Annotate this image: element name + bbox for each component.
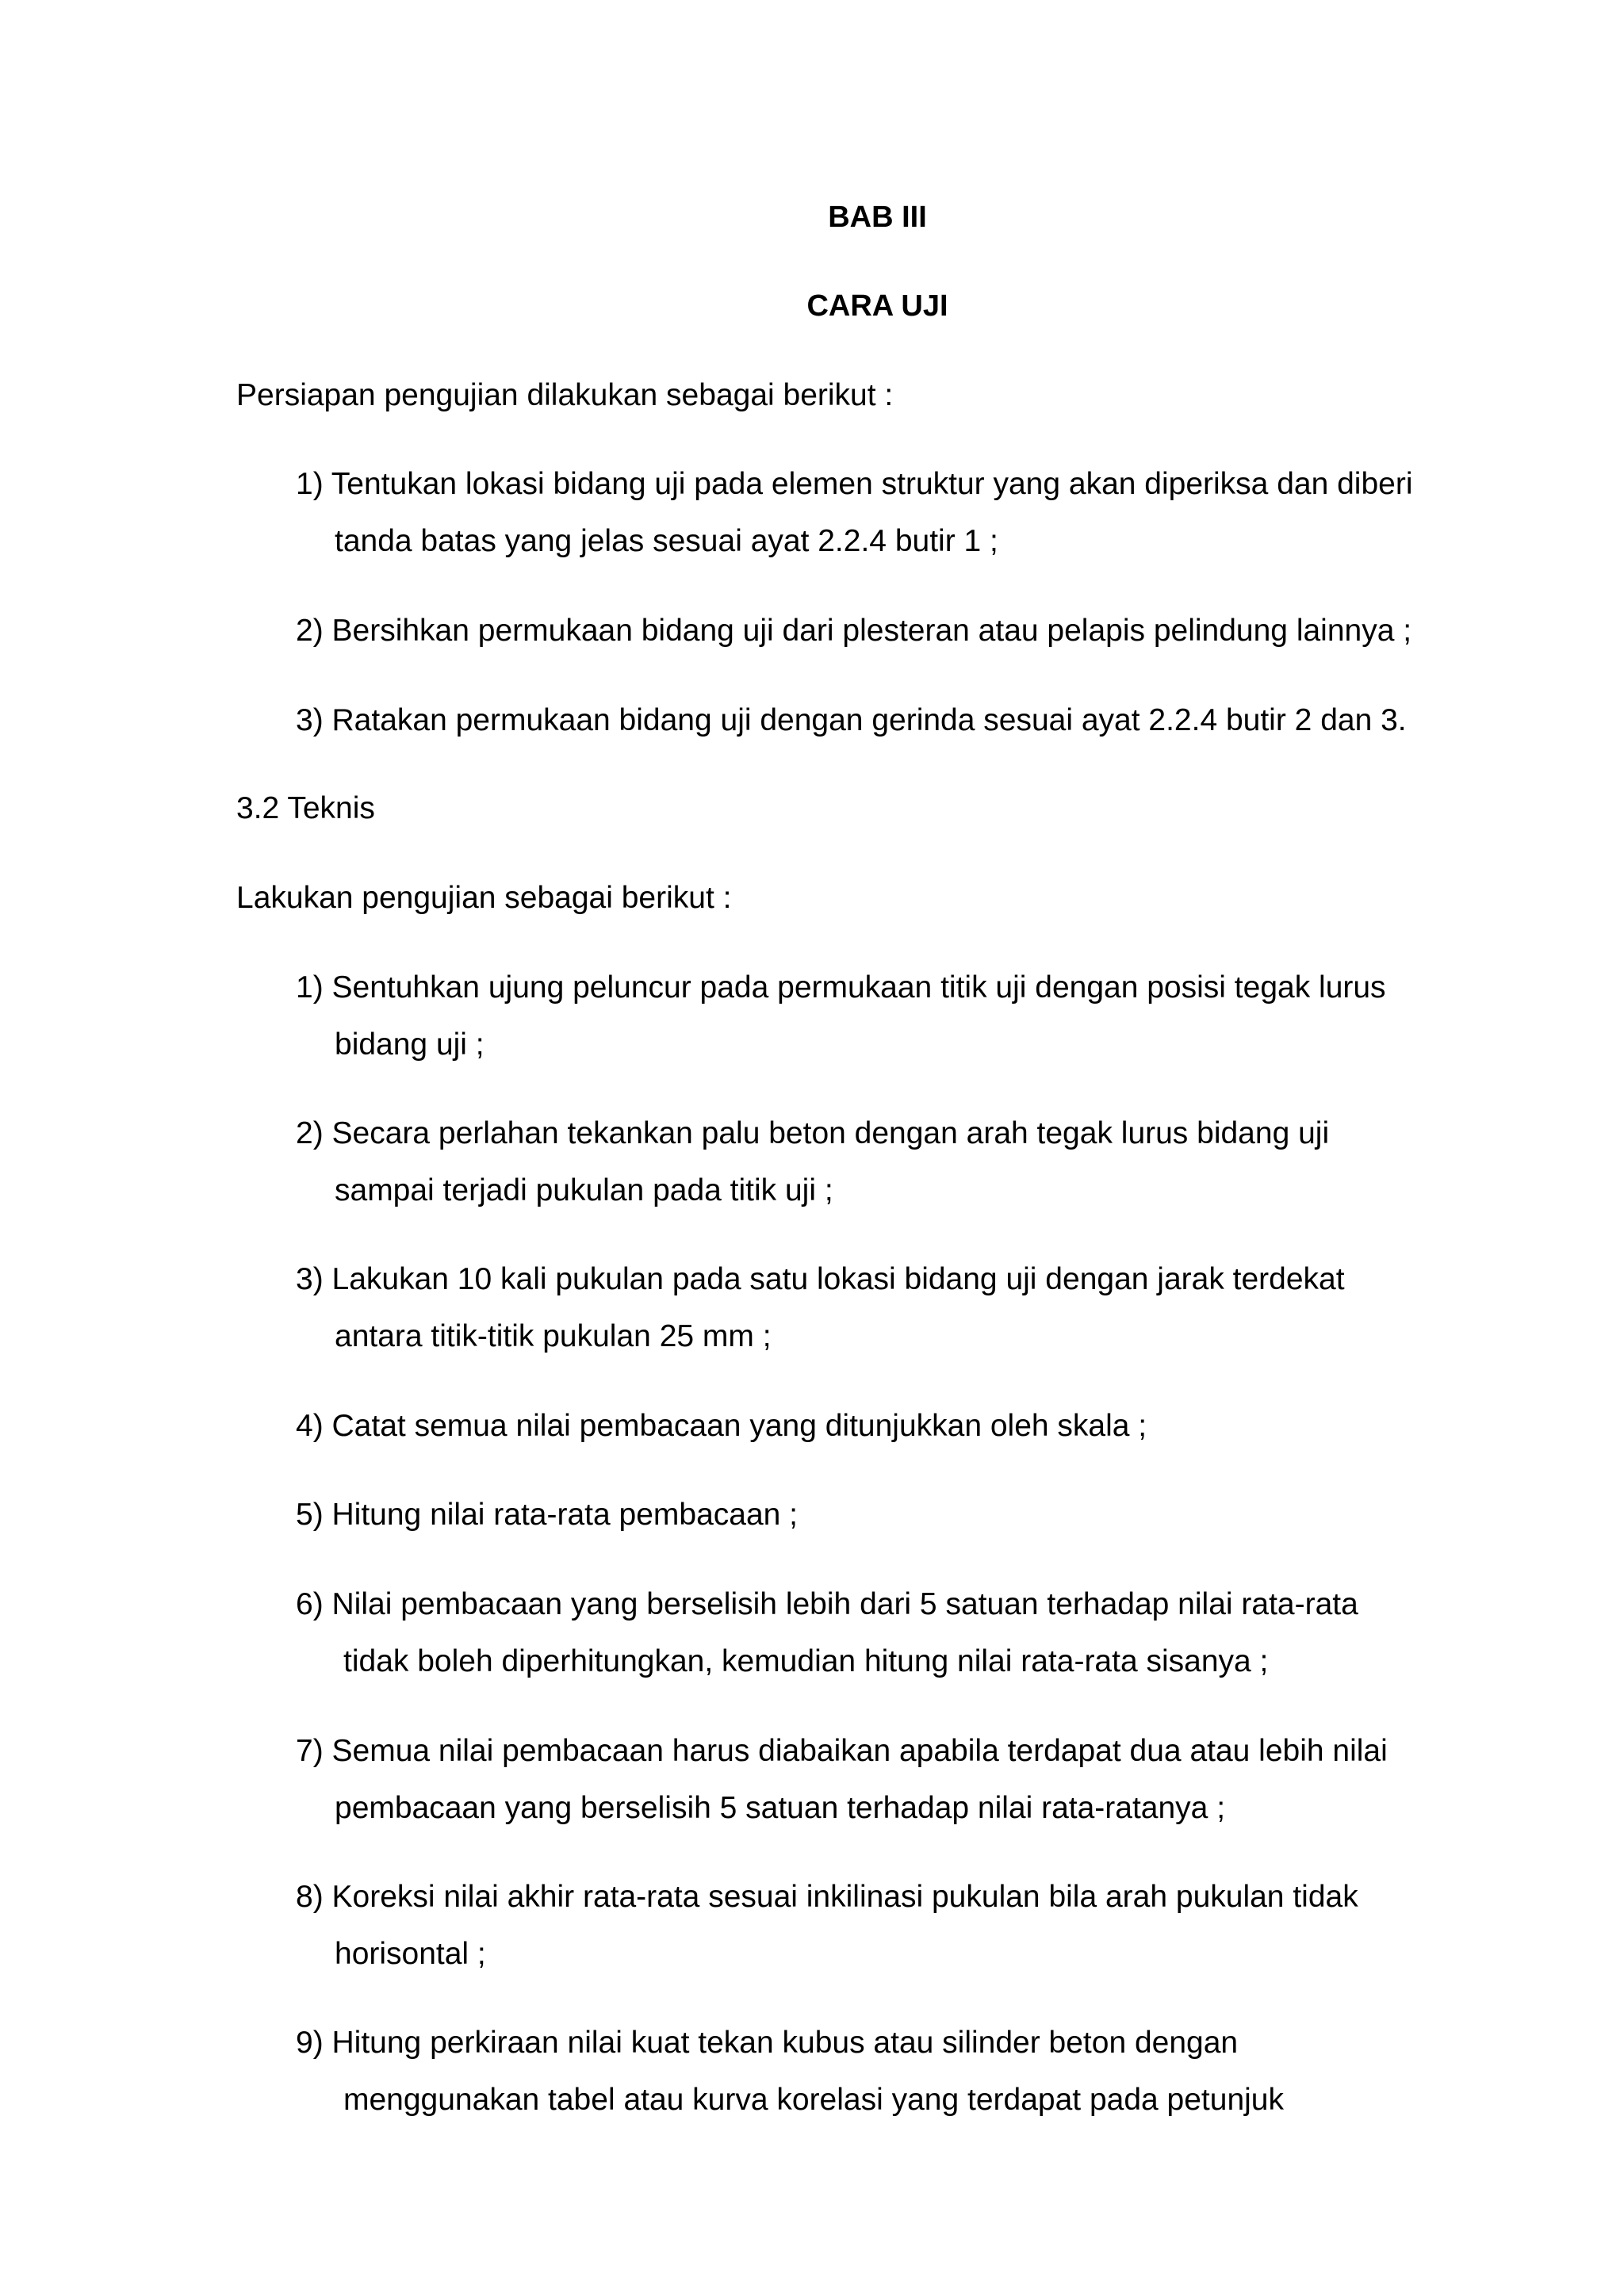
chapter-title: CARA UJI	[806, 289, 948, 323]
test-item-4-line-1: 4) Catat semua nilai pembacaan yang ditunjukkan oleh skala ;	[296, 1409, 1147, 1443]
test-item-2	[296, 1115, 1329, 1210]
prep-item-1	[296, 465, 1413, 561]
test-item-1-line-2: bidang uji ;	[335, 1027, 485, 1062]
chapter-heading: BAB III	[828, 201, 927, 234]
test-item-1	[296, 969, 1386, 1064]
prep-item-1-line-1: 1) Tentukan lokasi bidang uji pada elemen struktur yang akan diperiksa dan diberi	[296, 467, 1413, 501]
preparation-intro: Persiapan pengujian dilakukan sebagai berikut :	[236, 378, 894, 412]
test-item-8-line-1: 8) Koreksi nilai akhir rata-rata sesuai inkilinasi pukulan bila arah pukulan tidak	[296, 1880, 1358, 1914]
prep-item-3	[296, 702, 1407, 740]
test-item-4	[296, 1407, 1147, 1445]
test-item-6-line-2: tidak boleh diperhitungkan, kemudian hitung nilai rata-rata sisanya ;	[343, 1644, 1269, 1678]
test-item-7-line-2: pembacaan yang berselisih 5 satuan terhadap nilai rata-ratanya ;	[335, 1791, 1226, 1825]
test-item-8	[296, 1878, 1358, 1973]
section-heading: 3.2 Teknis	[236, 791, 375, 825]
prep-item-1-line-2: tanda batas yang jelas sesuai ayat 2.2.4 butir 1 ;	[335, 524, 998, 558]
test-item-3-line-2: antara titik-titik pukulan 25 mm ;	[335, 1319, 772, 1353]
test-item-9	[296, 2024, 1284, 2119]
prep-item-2	[296, 612, 1411, 650]
test-item-9-line-1: 9) Hitung perkiraan nilai kuat tekan kubus atau silinder beton dengan	[296, 2026, 1239, 2060]
test-item-8-line-2: horisontal ;	[335, 1937, 486, 1971]
test-item-2-line-1: 2) Secara perlahan tekankan palu beton dengan arah tegak lurus bidang uji	[296, 1116, 1330, 1150]
test-item-5-line-1: 5) Hitung nilai rata-rata pembacaan ;	[296, 1498, 799, 1532]
test-item-2-line-2: sampai terjadi pukulan pada titik uji ;	[335, 1173, 833, 1207]
test-item-5	[296, 1496, 798, 1534]
test-item-7	[296, 1732, 1388, 1827]
test-item-1-line-1: 1) Sentuhkan ujung peluncur pada permukaan titik uji dengan posisi tegak lurus	[296, 970, 1386, 1004]
test-item-6-line-1: 6) Nilai pembacaan yang berselisih lebih dari 5 satuan terhadap nilai rata-rata	[296, 1587, 1358, 1621]
test-item-3-line-1: 3) Lakukan 10 kali pukulan pada satu lokasi bidang uji dengan jarak terdekat	[296, 1262, 1345, 1296]
prep-item-2-line-1: 2) Bersihkan permukaan bidang uji dari plesteran atau pelapis pelindung lainnya ;	[296, 614, 1412, 648]
test-item-7-line-1: 7) Semua nilai pembacaan harus diabaikan apabila terdapat dua atau lebih nilai	[296, 1734, 1388, 1768]
section-intro: Lakukan pengujian sebagai berikut :	[236, 881, 732, 915]
test-item-9-line-2: menggunakan tabel atau kurva korelasi yang terdapat pada petunjuk	[343, 2083, 1284, 2117]
prep-item-3-line-1: 3) Ratakan permukaan bidang uji dengan gerinda sesuai ayat 2.2.4 butir 2 dan 3.	[296, 703, 1407, 737]
test-item-6	[296, 1586, 1358, 1681]
test-item-3	[296, 1261, 1345, 1356]
